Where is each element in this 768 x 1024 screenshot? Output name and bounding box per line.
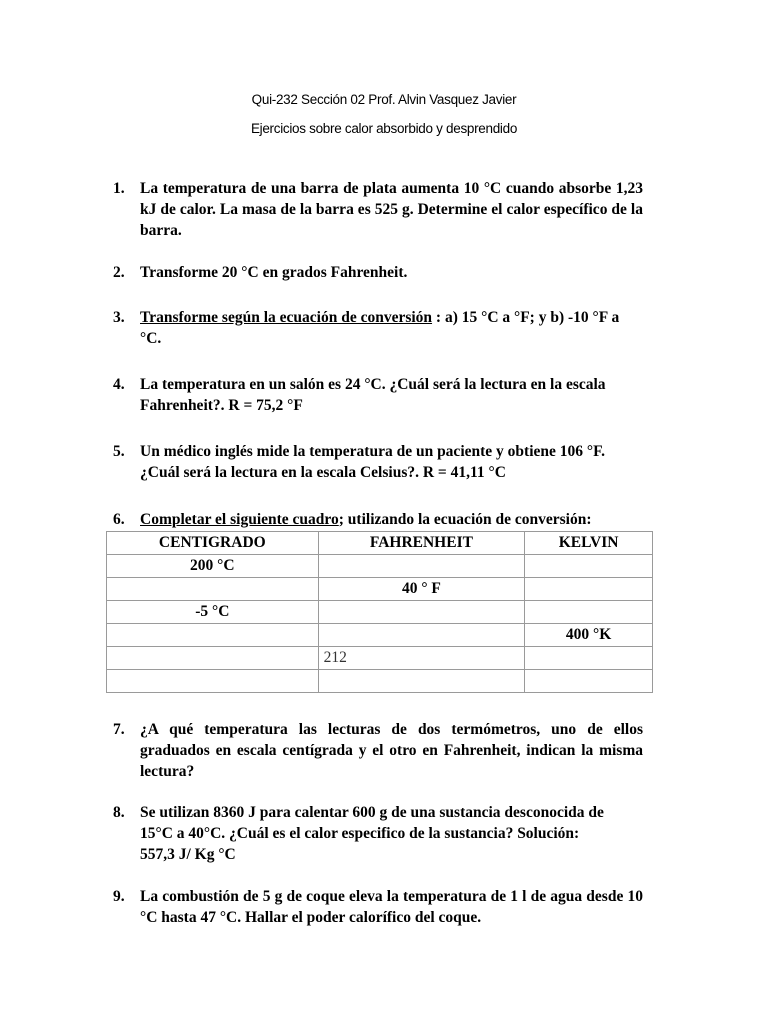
question-number: 8. [113, 804, 125, 821]
question-7 [113, 719, 643, 782]
header-fahrenheit: FAHRENHEIT [318, 532, 525, 555]
question-text: La temperatura de una barra de plata aumenta 10 °C cuando absorbe 1,23 kJ de calor. La masa de la barra es 525 g. Determine el calor específico de la barra. [140, 180, 643, 239]
table-row [107, 578, 653, 601]
table-cell [525, 647, 653, 670]
table-row [107, 647, 653, 670]
header-centigrado: CENTIGRADO [107, 532, 319, 555]
question-number: 1. [113, 180, 125, 197]
question-4 [113, 374, 643, 416]
question-number: 2. [113, 264, 125, 281]
question-number: 7. [113, 721, 125, 738]
table-cell: 400 °K [525, 624, 653, 647]
question-6 [113, 509, 673, 530]
question-text: La combustión de 5 g de coque eleva la temperatura de 1 l de agua desde 10 °C hasta 47 °C. Hallar el poder calorífico del coque. [140, 888, 643, 926]
table-cell [318, 624, 525, 647]
question-text: Se utilizan 8360 J para calentar 600 g de una sustancia desconocida de 15°C a 40°C. ¿Cuál es el calor especifico de la sustancia? Solución: 557,3 J/ Kg °C [140, 804, 604, 863]
table-cell [525, 555, 653, 578]
table-cell [318, 601, 525, 624]
table-cell: 212 [318, 647, 525, 670]
table-cell [318, 670, 525, 693]
question-text: : a) 15 °C a °F; y b) -10 °F a °C. [140, 309, 620, 347]
question-text: Un médico inglés mide la temperatura de un paciente y obtiene 106 °F. ¿Cuál será la lectura en la escala Celsius?. R = 41,11 °C [140, 443, 605, 481]
question-number: 9. [113, 888, 125, 905]
question-text: ¿A qué temperatura las lecturas de dos termómetros, uno de ellos graduados en escala centígrada y el otro en Fahrenheit, indican la misma lectura? [140, 721, 643, 780]
question-1 [113, 178, 643, 241]
conversion-table [106, 531, 653, 693]
table-cell [525, 601, 653, 624]
table-cell [107, 670, 319, 693]
question-underlined-text: Transforme según la ecuación de conversión [140, 309, 433, 326]
header-kelvin: KELVIN [525, 532, 653, 555]
table-cell [107, 647, 319, 670]
question-text: Transforme 20 °C en grados Fahrenheit. [140, 264, 408, 281]
table-row [107, 670, 653, 693]
question-number: 4. [113, 376, 125, 393]
table-header-row [107, 532, 653, 555]
header-course-line: Qui-232 Sección 02 Prof. Alvin Vasquez Javier [251, 92, 517, 107]
question-number: 3. [113, 309, 125, 326]
table-cell [525, 578, 653, 601]
table-cell: 200 °C [107, 555, 319, 578]
table-cell [107, 578, 319, 601]
table-row [107, 601, 653, 624]
table-cell: 40 ° F [318, 578, 525, 601]
table-cell [525, 670, 653, 693]
header-title-line: Ejercicios sobre calor absorbido y desprendido [250, 121, 518, 136]
question-text: La temperatura en un salón es 24 °C. ¿Cuál será la lectura en la escala Fahrenheit?. R = 75,2 °F [140, 376, 606, 414]
question-text: ; utilizando la ecuación de conversión: [338, 511, 592, 528]
question-8 [113, 802, 613, 865]
table-cell: -5 °C [107, 601, 319, 624]
table-cell [107, 624, 319, 647]
question-underlined-text: Completar el siguiente cuadro [140, 511, 339, 528]
question-number: 6. [113, 511, 125, 528]
table-row [107, 624, 653, 647]
table-row [107, 555, 653, 578]
question-number: 5. [113, 443, 125, 460]
question-3 [113, 307, 643, 349]
question-5 [113, 441, 643, 483]
table-cell [318, 555, 525, 578]
question-2 [113, 262, 643, 283]
question-9 [113, 886, 643, 928]
